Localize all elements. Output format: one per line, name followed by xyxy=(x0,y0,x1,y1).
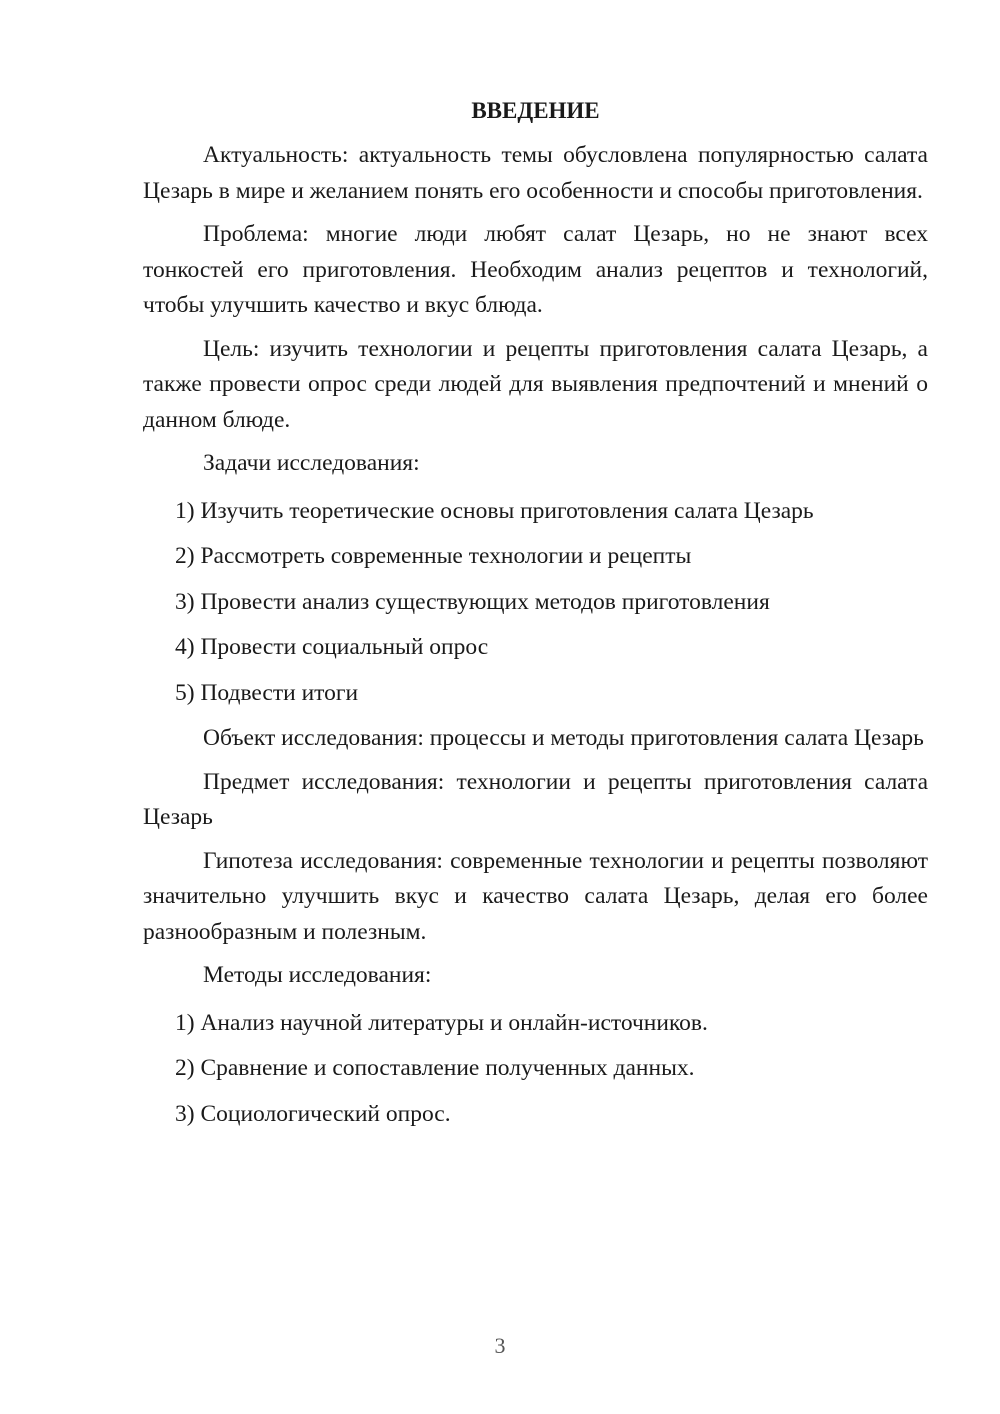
method-item: 1) Анализ научной литературы и онлайн-источников. xyxy=(175,1009,708,1036)
object-paragraph: Объект исследования: процессы и методы приготовления салата Цезарь xyxy=(203,725,924,751)
document-title: ВВЕДЕНИЕ xyxy=(471,98,600,123)
tasks-heading: Задачи исследования: xyxy=(203,450,420,476)
task-item: 1) Изучить теоретические основы приготовления салата Цезарь xyxy=(175,497,814,524)
document-page xyxy=(143,96,928,1142)
task-item: 5) Подвести итоги xyxy=(175,679,359,706)
hypothesis-paragraph: Гипотеза исследования: современные технологии и рецепты позволяют значительно улучшить вкус и качество салата Цезарь, делая его более разнообразным и полезным. xyxy=(143,847,928,945)
page-number: 3 xyxy=(494,1333,506,1358)
methods-heading: Методы исследования: xyxy=(203,962,432,988)
relevance-paragraph: Актуальность: актуальность темы обусловлена популярностью салата Цезарь в мире и желанием понять его особенности и способы приготовления. xyxy=(143,142,928,204)
task-item: 3) Провести анализ существующих методов приготовления xyxy=(175,588,770,615)
problem-paragraph: Проблема: многие люди любят салат Цезарь, но не знают всех тонкостей его приготовления. Необходим анализ рецептов и технологий, чтобы улучшить качество и вкус блюда. xyxy=(143,221,928,318)
methods-list xyxy=(143,1006,928,1133)
tasks-list xyxy=(143,494,928,712)
task-item: 4) Провести социальный опрос xyxy=(175,634,489,660)
goal-paragraph: Цель: изучить технологии и рецепты приготовления салата Цезарь, а также провести опрос среди людей для выявления предпочтений и мнений о данном блюде. xyxy=(143,335,928,433)
task-item: 2) Рассмотреть современные технологии и рецепты xyxy=(175,543,692,569)
method-item: 3) Социологический опрос. xyxy=(175,1100,451,1127)
subject-paragraph: Предмет исследования: технологии и рецепты приготовления салата Цезарь xyxy=(143,768,928,830)
method-item: 2) Сравнение и сопоставление полученных данных. xyxy=(175,1055,695,1081)
